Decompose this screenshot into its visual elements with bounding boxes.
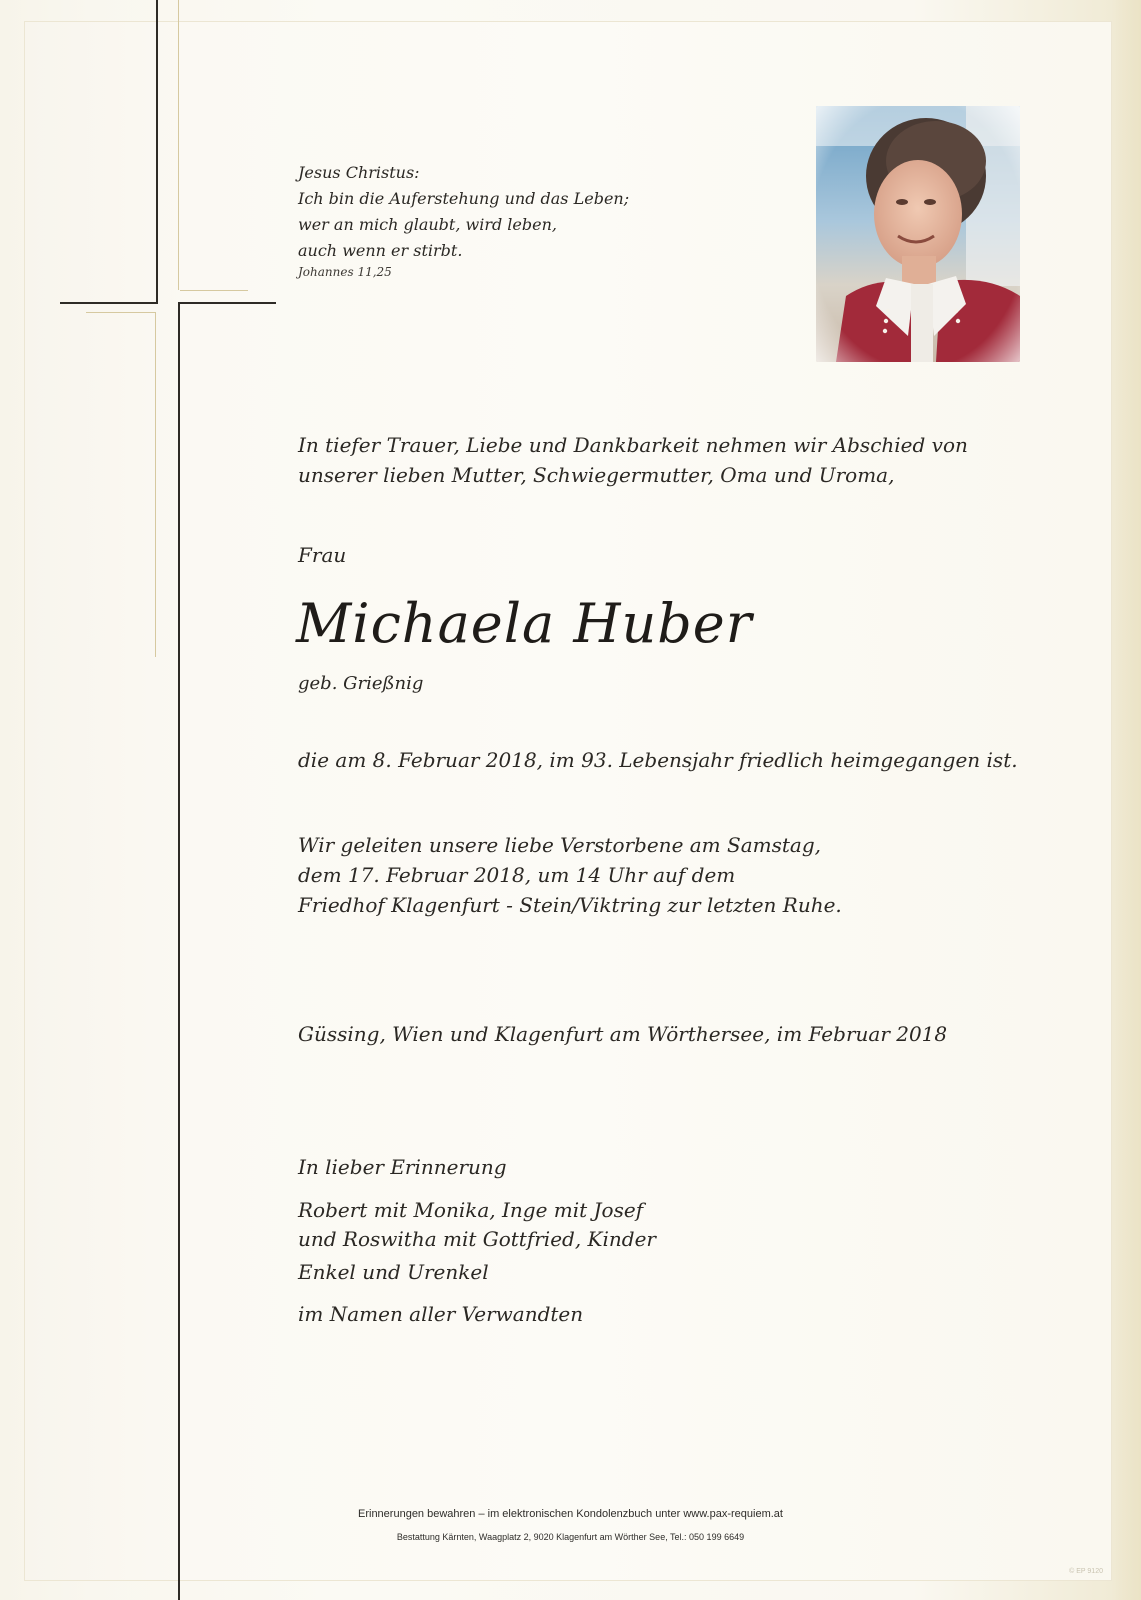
- cross-gold-line: [155, 312, 156, 657]
- cross-dark-line: [178, 302, 276, 304]
- cross-dark-line: [60, 302, 158, 304]
- cross-dark-line: [156, 0, 158, 304]
- quote-line: wer an mich glaubt, wird leben,: [298, 215, 557, 234]
- funeral-line: Wir geleiten unsere liebe Verstorbene am Samstag,: [298, 833, 821, 857]
- print-code: © EP 9120: [1069, 1568, 1103, 1575]
- footer-condolence: Erinnerungen bewahren – im elektronischen Kondolenzbuch unter www.pax-requiem.at: [358, 1508, 783, 1520]
- cross-gold-line: [180, 290, 248, 291]
- quote-line: Ich bin die Auferstehung und das Leben;: [298, 189, 630, 208]
- place-date: Güssing, Wien und Klagenfurt am Wörthersee, im Februar 2018: [298, 1022, 948, 1046]
- quote-line: auch wenn er stirbt.: [298, 241, 463, 260]
- cross-gold-line: [86, 312, 156, 313]
- quote-line: Jesus Christus:: [298, 163, 420, 182]
- mourners-names: [298, 1196, 656, 1254]
- mourners-grandchildren: Enkel und Urenkel: [298, 1260, 489, 1284]
- funeral-line: dem 17. Februar 2018, um 14 Uhr auf dem: [298, 863, 736, 887]
- portrait-photo: [816, 106, 1020, 362]
- intro-line: unserer lieben Mutter, Schwiegermutter, Oma und Uroma,: [298, 463, 895, 487]
- mourners-line: Robert mit Monika, Inge mit Josef: [298, 1198, 644, 1222]
- mourners-relatives: im Namen aller Verwandten: [298, 1302, 584, 1326]
- birth-name: geb. Grießnig: [298, 673, 424, 694]
- cross-gold-line: [178, 0, 179, 290]
- mourners-heading: In lieber Erinnerung: [298, 1155, 507, 1179]
- death-text: die am 8. Februar 2018, im 93. Lebensjahr friedlich heimgegangen ist.: [298, 748, 1018, 772]
- intro-line: In tiefer Trauer, Liebe und Dankbarkeit nehmen wir Abschied von: [298, 433, 968, 457]
- deceased-name: Michaela Huber: [296, 592, 753, 655]
- footer-address: Bestattung Kärnten, Waagplatz 2, 9020 Klagenfurt am Wörther See, Tel.: 050 199 6649: [396, 1532, 745, 1542]
- paper-edge-shadow: [1111, 0, 1141, 1600]
- intro-text: [298, 430, 968, 490]
- funeral-text: [298, 830, 842, 920]
- mourners-line: und Roswitha mit Gottfried, Kinder: [298, 1227, 656, 1251]
- bible-quote: [298, 160, 629, 264]
- quote-reference: Johannes 11,25: [298, 265, 392, 279]
- deceased-title: Frau: [298, 543, 347, 567]
- cross-dark-line: [178, 304, 180, 1600]
- funeral-line: Friedhof Klagenfurt - Stein/Viktring zur letzten Ruhe.: [298, 893, 842, 917]
